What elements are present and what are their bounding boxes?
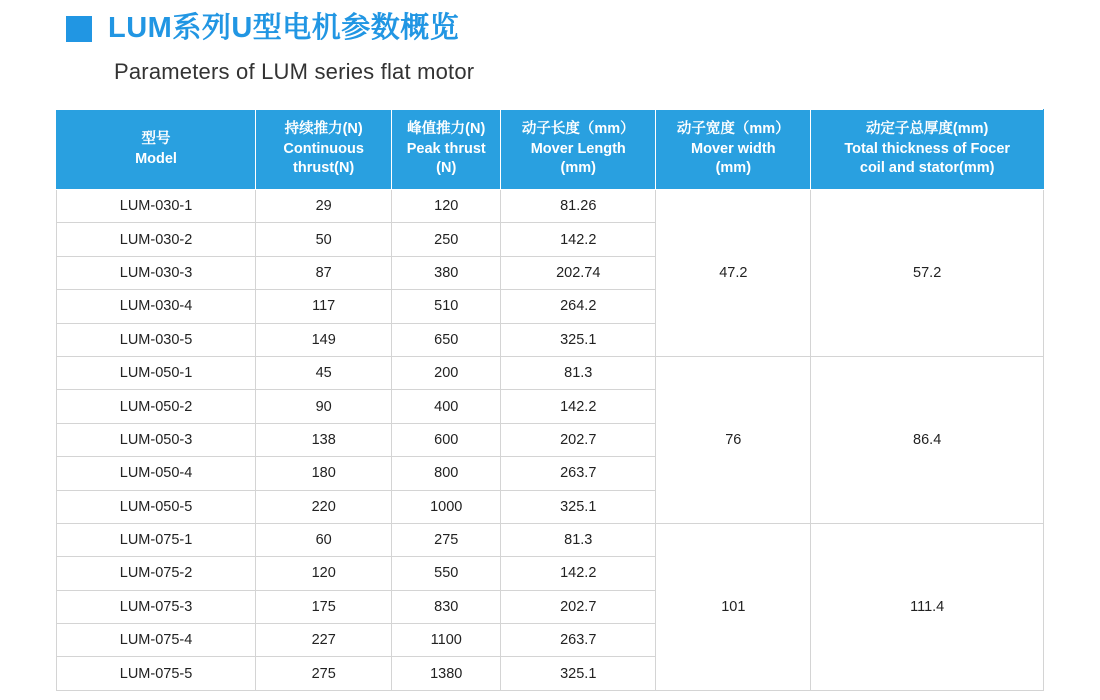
- header-en: Mover Length: [530, 140, 626, 157]
- cell-mover-length: 142.2: [501, 390, 656, 423]
- parameters-table: [56, 109, 1044, 691]
- cell-model: LUM-050-5: [57, 490, 256, 523]
- cell-continuous-thrust: 50: [256, 223, 392, 256]
- cell-peak-thrust: 200: [392, 356, 501, 389]
- header-cn: 峰值推力(N): [407, 121, 486, 138]
- cell-mover-width: 101: [656, 523, 811, 690]
- cell-peak-thrust: 380: [392, 256, 501, 289]
- cell-peak-thrust: 120: [392, 190, 501, 223]
- cell-total-thickness: 57.2: [811, 190, 1044, 357]
- cell-peak-thrust: 1380: [392, 657, 501, 690]
- cell-continuous-thrust: 60: [256, 523, 392, 556]
- cell-mover-length: 263.7: [501, 624, 656, 657]
- cell-mover-length: 142.2: [501, 223, 656, 256]
- cell-peak-thrust: 250: [392, 223, 501, 256]
- cell-continuous-thrust: 149: [256, 323, 392, 356]
- cell-mover-length: 81.3: [501, 356, 656, 389]
- header-cn: 型号: [141, 130, 171, 147]
- cell-model: LUM-050-4: [57, 457, 256, 490]
- cell-continuous-thrust: 175: [256, 590, 392, 623]
- cell-mover-length: 142.2: [501, 557, 656, 590]
- document-header: [0, 0, 1100, 85]
- cell-peak-thrust: 550: [392, 557, 501, 590]
- column-header-total-thickness: [811, 110, 1044, 190]
- cell-mover-width: 76: [656, 356, 811, 523]
- table-body: [57, 190, 1044, 691]
- header-unit: coil and stator(mm): [859, 160, 995, 177]
- cell-model: LUM-030-4: [57, 290, 256, 323]
- header-en: Model: [135, 150, 177, 167]
- column-header-mover-length: [501, 110, 656, 190]
- table-header-row: [57, 110, 1044, 190]
- cell-peak-thrust: 1000: [392, 490, 501, 523]
- cell-continuous-thrust: 90: [256, 390, 392, 423]
- cell-total-thickness: 86.4: [811, 356, 1044, 523]
- cell-model: LUM-075-4: [57, 624, 256, 657]
- page-title-cn: LUM系列U型电机参数概览: [108, 12, 460, 44]
- cell-continuous-thrust: 120: [256, 557, 392, 590]
- column-header-peak-thrust: [392, 110, 501, 190]
- cell-continuous-thrust: 87: [256, 256, 392, 289]
- cell-mover-length: 325.1: [501, 657, 656, 690]
- cell-total-thickness: 111.4: [811, 523, 1044, 690]
- cell-continuous-thrust: 138: [256, 423, 392, 456]
- cell-model: LUM-030-2: [57, 223, 256, 256]
- header-cn: 动定子总厚度(mm): [865, 121, 989, 138]
- header-en: Total thickness of Focer: [844, 140, 1011, 157]
- header-cn: 动子长度（mm）: [521, 121, 635, 138]
- table-row: [57, 523, 1044, 556]
- cell-peak-thrust: 650: [392, 323, 501, 356]
- cell-model: LUM-075-1: [57, 523, 256, 556]
- cell-peak-thrust: 600: [392, 423, 501, 456]
- cell-continuous-thrust: 117: [256, 290, 392, 323]
- cell-peak-thrust: 510: [392, 290, 501, 323]
- column-header-model: [57, 110, 256, 190]
- title-accent-mark: [66, 16, 92, 42]
- parameters-table-wrap: [0, 109, 1100, 691]
- header-unit: (mm): [715, 160, 752, 177]
- table-head: [57, 110, 1044, 190]
- cell-model: LUM-075-2: [57, 557, 256, 590]
- cell-mover-length: 81.26: [501, 190, 656, 223]
- title-row: [0, 14, 1100, 43]
- table-row: [57, 356, 1044, 389]
- cell-mover-width: 47.2: [656, 190, 811, 357]
- cell-peak-thrust: 800: [392, 457, 501, 490]
- cell-continuous-thrust: 220: [256, 490, 392, 523]
- cell-model: LUM-050-2: [57, 390, 256, 423]
- header-cn: 持续推力(N): [284, 121, 363, 138]
- column-header-mover-width: [656, 110, 811, 190]
- cell-mover-length: 263.7: [501, 457, 656, 490]
- cell-peak-thrust: 400: [392, 390, 501, 423]
- header-unit: (N): [436, 160, 457, 177]
- cell-model: LUM-075-3: [57, 590, 256, 623]
- cell-mover-length: 202.74: [501, 256, 656, 289]
- cell-continuous-thrust: 29: [256, 190, 392, 223]
- header-en: Peak thrust: [406, 140, 486, 157]
- cell-continuous-thrust: 45: [256, 356, 392, 389]
- cell-model: LUM-050-3: [57, 423, 256, 456]
- column-header-continuous-thrust: [256, 110, 392, 190]
- cell-continuous-thrust: 180: [256, 457, 392, 490]
- cell-model: LUM-030-3: [57, 256, 256, 289]
- cell-continuous-thrust: 227: [256, 624, 392, 657]
- header-cn: 动子宽度（mm）: [676, 121, 790, 138]
- cell-peak-thrust: 830: [392, 590, 501, 623]
- cell-mover-length: 325.1: [501, 490, 656, 523]
- cell-model: LUM-030-1: [57, 190, 256, 223]
- cell-mover-length: 202.7: [501, 423, 656, 456]
- cell-model: LUM-075-5: [57, 657, 256, 690]
- cell-mover-length: 264.2: [501, 290, 656, 323]
- header-unit: (mm): [560, 160, 596, 177]
- page-title-en: Parameters of LUM series flat motor: [114, 59, 475, 84]
- header-en: Continuous: [283, 140, 364, 157]
- cell-mover-length: 325.1: [501, 323, 656, 356]
- cell-model: LUM-050-1: [57, 356, 256, 389]
- cell-mover-length: 81.3: [501, 523, 656, 556]
- cell-model: LUM-030-5: [57, 323, 256, 356]
- table-row: [57, 190, 1044, 223]
- header-unit: thrust(N): [293, 160, 355, 177]
- cell-continuous-thrust: 275: [256, 657, 392, 690]
- cell-peak-thrust: 275: [392, 523, 501, 556]
- cell-peak-thrust: 1100: [392, 624, 501, 657]
- cell-mover-length: 202.7: [501, 590, 656, 623]
- header-en: Mover width: [691, 140, 776, 157]
